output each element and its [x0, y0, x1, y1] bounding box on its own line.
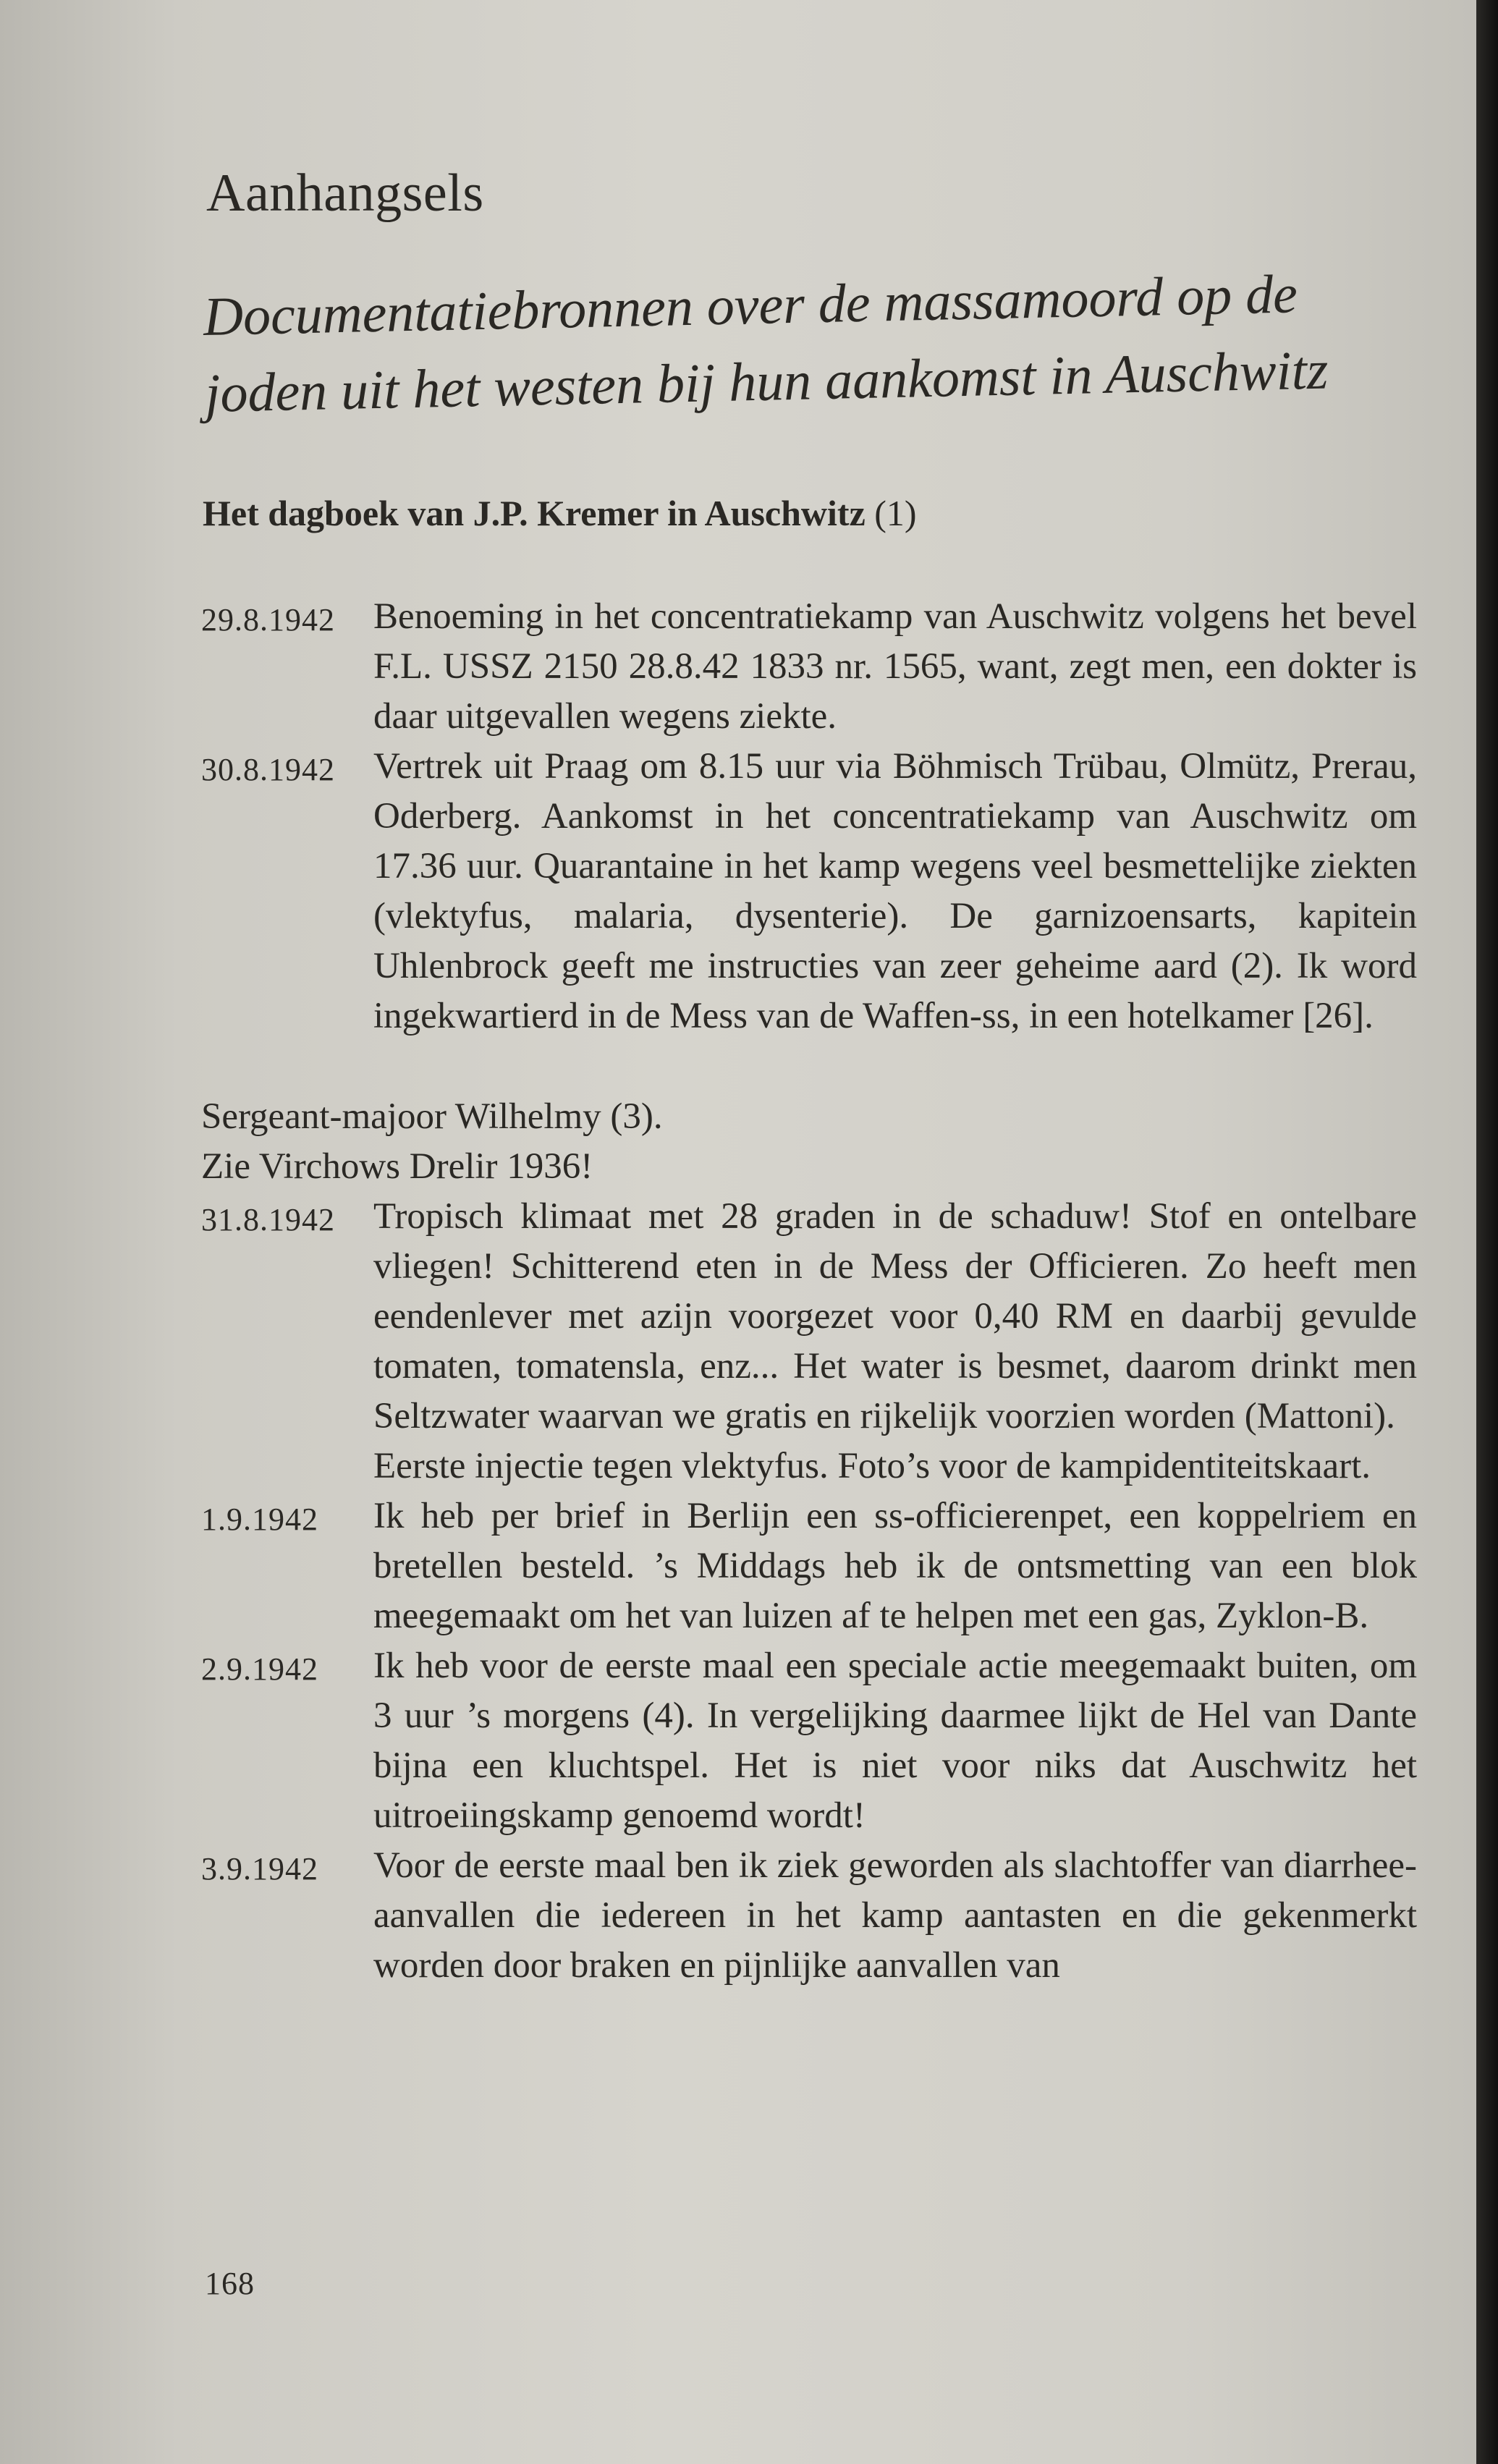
- diary-heading: [203, 492, 917, 534]
- entry-text: [373, 592, 1417, 742]
- entry-date: 2.9.1942: [201, 1651, 318, 1687]
- entry-date: 1.9.1942: [201, 1502, 318, 1537]
- entry-text: [373, 1192, 1417, 1491]
- entry-paragraph: Eerste injectie tegen vlektyfus. Foto’s voor de kampidentiteitskaart.: [373, 1446, 1371, 1486]
- entry-date: 30.8.1942: [201, 752, 335, 787]
- diary-heading-title: Het dagboek van J.P. Kremer in Auschwitz: [203, 493, 866, 533]
- diary-entry: [201, 1192, 1417, 1491]
- entry-date: 3.9.1942: [201, 1851, 318, 1887]
- plain-line: Sergeant-majoor Wilhelmy (3).: [201, 1096, 663, 1137]
- footnote-ref: (1): [874, 493, 917, 533]
- diary-entry: [201, 1491, 1417, 1641]
- entry-paragraph: Voor de eerste maal ben ik ziek geworden als slachtoffer van diarrhee-aanvallen die iedereen in het kamp aantasten en die gekenmerkt worden door braken en pijnlijke aanvallen van: [373, 1845, 1417, 1986]
- entry-paragraph: Tropisch klimaat met 28 graden in de schaduw! Stof en ontelbare vliegen! Schitterend eten in de Mess der Officieren. Zo heeft men eendenlever met azijn voorgezet voor 0,40 RM en daarbij gevulde tomaten, tomatensla, enz... Het water is besmet, daarom drinkt men Seltzwater waarvan we gratis en rijkelijk voorzien worden (Mattoni).: [373, 1196, 1417, 1436]
- entry-paragraph: Ik heb voor de eerste maal een speciale actie meegemaakt buiten, om 3 uur ’s morgens (4). In vergelijking daarmee lijkt de Hel van Dante bijna een kluchtspel. Het is niet voor niks dat Auschwitz het uitroeiingskamp genoemd wordt!: [373, 1646, 1417, 1836]
- entry-date: 29.8.1942: [201, 602, 335, 638]
- plain-line: Zie Virchows Drelir 1936!: [201, 1146, 593, 1187]
- chapter-subtitle: Documentatiebronnen over de massamoord op de joden uit het westen bij hun aankomst in Auschwitz: [203, 263, 1329, 424]
- diary-body: [201, 592, 1417, 1991]
- entry-paragraph: Benoeming in het concentratiekamp van Auschwitz volgens het bevel F.L. USSZ 2150 28.8.42 1833 nr. 1565, want, zegt men, een dokter is daar uitgevallen wegens ziekte.: [373, 596, 1417, 737]
- diary-entry: [201, 742, 1417, 1041]
- page-edge-shadow: [1476, 0, 1498, 2464]
- entry-date: 31.8.1942: [201, 1202, 335, 1237]
- diary-entry: [201, 1841, 1417, 1991]
- entry-text: [373, 742, 1417, 1041]
- spacer: [201, 1041, 1417, 1092]
- section-heading: Aanhangsels: [206, 164, 484, 223]
- entry-text: [373, 1641, 1417, 1841]
- entry-paragraph: Vertrek uit Praag om 8.15 uur via Böhmisch Trübau, Olmütz, Prerau, Oderberg. Aankomst in het concentratiekamp van Auschwitz om 17.36 uur. Quarantaine in het kamp wegens veel besmettelijke ziekten (vlektyfus, malaria, dysenterie). De garnizoensarts, kapitein Uhlenbrock geeft me instructies van zeer geheime aard (2). Ik word ingekwartierd in de Mess van de Waffen-ss, in een hotelkamer [26].: [373, 746, 1417, 1036]
- entry-text: [373, 1491, 1417, 1641]
- entry-text: [373, 1841, 1417, 1991]
- page-number: 168: [205, 2266, 255, 2301]
- diary-entry: [201, 592, 1417, 742]
- diary-entry: [201, 1641, 1417, 1841]
- entry-paragraph: Ik heb per brief in Berlijn een ss-officierenpet, een koppelriem en bretellen besteld. ’s Middags heb ik de ontsmetting van een blok meegemaakt om het van luizen af te helpen met een gas, Zyklon-B.: [373, 1496, 1417, 1636]
